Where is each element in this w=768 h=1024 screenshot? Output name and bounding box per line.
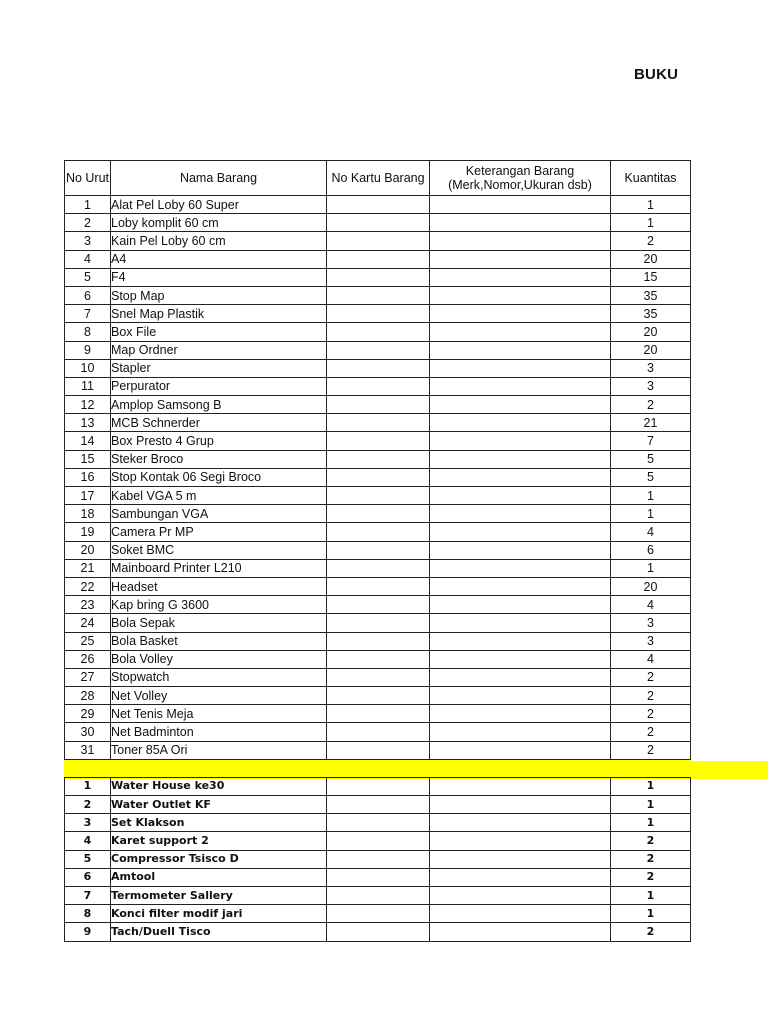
- item-name: Box File: [111, 323, 327, 341]
- description-cell: [430, 559, 611, 577]
- table-row: [65, 468, 691, 486]
- quantity: 2: [611, 923, 691, 941]
- card-number-cell: [327, 432, 430, 450]
- quantity: 2: [611, 868, 691, 886]
- description-cell: [430, 541, 611, 559]
- item-name: Perpurator: [111, 377, 327, 395]
- yellow-separator-row: [65, 759, 691, 777]
- quantity: 1: [611, 505, 691, 523]
- description-cell: [430, 850, 611, 868]
- quantity: 35: [611, 305, 691, 323]
- section-2-rows: [65, 777, 691, 941]
- item-name: Headset: [111, 577, 327, 595]
- quantity: 5: [611, 468, 691, 486]
- quantity: 1: [611, 886, 691, 904]
- row-number: 2: [65, 214, 111, 232]
- item-name: A4: [111, 250, 327, 268]
- item-name: Kabel VGA 5 m: [111, 487, 327, 505]
- description-cell: [430, 432, 611, 450]
- card-number-cell: [327, 577, 430, 595]
- row-number: 1: [65, 777, 111, 795]
- table-header-row: [65, 161, 691, 196]
- row-number: 7: [65, 305, 111, 323]
- description-cell: [430, 796, 611, 814]
- quantity: 2: [611, 668, 691, 686]
- inventory-table: [64, 160, 691, 942]
- table-row: [65, 832, 691, 850]
- row-number: 3: [65, 232, 111, 250]
- table-row: [65, 432, 691, 450]
- quantity: 2: [611, 396, 691, 414]
- item-name: Net Tenis Meja: [111, 705, 327, 723]
- table-row: [65, 268, 691, 286]
- item-name: Snel Map Plastik: [111, 305, 327, 323]
- description-cell: [430, 886, 611, 904]
- quantity: 2: [611, 723, 691, 741]
- row-number: 24: [65, 614, 111, 632]
- item-name: Karet support 2: [111, 832, 327, 850]
- row-number: 15: [65, 450, 111, 468]
- table-row: [65, 359, 691, 377]
- card-number-cell: [327, 286, 430, 304]
- table-row: [65, 559, 691, 577]
- header-no-kartu-barang: No Kartu Barang: [327, 161, 430, 196]
- table-row: [65, 341, 691, 359]
- description-cell: [430, 214, 611, 232]
- table-row: [65, 196, 691, 214]
- section-1-rows: [65, 196, 691, 760]
- card-number-cell: [327, 268, 430, 286]
- description-cell: [430, 196, 611, 214]
- description-cell: [430, 905, 611, 923]
- description-cell: [430, 268, 611, 286]
- row-number: 29: [65, 705, 111, 723]
- card-number-cell: [327, 687, 430, 705]
- quantity: 4: [611, 650, 691, 668]
- quantity: 5: [611, 450, 691, 468]
- quantity: 3: [611, 377, 691, 395]
- table-row: [65, 487, 691, 505]
- row-number: 4: [65, 832, 111, 850]
- description-cell: [430, 923, 611, 941]
- description-cell: [430, 596, 611, 614]
- table-row: [65, 777, 691, 795]
- table-row: [65, 632, 691, 650]
- quantity: 20: [611, 323, 691, 341]
- card-number-cell: [327, 923, 430, 941]
- description-cell: [430, 777, 611, 795]
- description-cell: [430, 396, 611, 414]
- table-row: [65, 396, 691, 414]
- quantity: 1: [611, 814, 691, 832]
- item-name: F4: [111, 268, 327, 286]
- table-row: [65, 596, 691, 614]
- row-number: 23: [65, 596, 111, 614]
- item-name: Bola Volley: [111, 650, 327, 668]
- item-name: Bola Basket: [111, 632, 327, 650]
- card-number-cell: [327, 523, 430, 541]
- quantity: 1: [611, 777, 691, 795]
- row-number: 21: [65, 559, 111, 577]
- description-cell: [430, 577, 611, 595]
- item-name: Box Presto 4 Grup: [111, 432, 327, 450]
- row-number: 13: [65, 414, 111, 432]
- item-name: Water Outlet KF: [111, 796, 327, 814]
- item-name: Map Ordner: [111, 341, 327, 359]
- table-row: [65, 377, 691, 395]
- row-number: 17: [65, 487, 111, 505]
- description-cell: [430, 814, 611, 832]
- row-number: 2: [65, 796, 111, 814]
- card-number-cell: [327, 832, 430, 850]
- card-number-cell: [327, 450, 430, 468]
- row-number: 12: [65, 396, 111, 414]
- quantity: 1: [611, 796, 691, 814]
- description-cell: [430, 632, 611, 650]
- row-number: 16: [65, 468, 111, 486]
- card-number-cell: [327, 232, 430, 250]
- row-number: 6: [65, 868, 111, 886]
- description-cell: [430, 668, 611, 686]
- header-no-urut: No Urut: [65, 161, 111, 196]
- table-row: [65, 796, 691, 814]
- quantity: 2: [611, 741, 691, 759]
- row-number: 14: [65, 432, 111, 450]
- row-number: 30: [65, 723, 111, 741]
- card-number-cell: [327, 396, 430, 414]
- card-number-cell: [327, 196, 430, 214]
- description-cell: [430, 523, 611, 541]
- card-number-cell: [327, 905, 430, 923]
- item-name: Stopwatch: [111, 668, 327, 686]
- item-name: Compressor Tsisco D: [111, 850, 327, 868]
- document-title: BUKU: [634, 66, 679, 83]
- row-number: 6: [65, 286, 111, 304]
- card-number-cell: [327, 796, 430, 814]
- row-number: 31: [65, 741, 111, 759]
- item-name: Stop Map: [111, 286, 327, 304]
- description-cell: [430, 505, 611, 523]
- item-name: Net Volley: [111, 687, 327, 705]
- row-number: 10: [65, 359, 111, 377]
- table-row: [65, 577, 691, 595]
- card-number-cell: [327, 850, 430, 868]
- table-row: [65, 305, 691, 323]
- table-row: [65, 723, 691, 741]
- quantity: 3: [611, 614, 691, 632]
- table-row: [65, 541, 691, 559]
- table-row: [65, 250, 691, 268]
- card-number-cell: [327, 559, 430, 577]
- table-row: [65, 323, 691, 341]
- quantity: 2: [611, 232, 691, 250]
- description-cell: [430, 650, 611, 668]
- row-number: 27: [65, 668, 111, 686]
- description-cell: [430, 250, 611, 268]
- row-number: 8: [65, 905, 111, 923]
- card-number-cell: [327, 668, 430, 686]
- table-row: [65, 232, 691, 250]
- row-number: 9: [65, 923, 111, 941]
- card-number-cell: [327, 777, 430, 795]
- table-row: [65, 614, 691, 632]
- quantity: 7: [611, 432, 691, 450]
- table-row: [65, 414, 691, 432]
- description-cell: [430, 323, 611, 341]
- description-cell: [430, 832, 611, 850]
- quantity: 1: [611, 559, 691, 577]
- table-row: [65, 886, 691, 904]
- description-cell: [430, 414, 611, 432]
- row-number: 3: [65, 814, 111, 832]
- description-cell: [430, 723, 611, 741]
- card-number-cell: [327, 650, 430, 668]
- header-nama-barang: Nama Barang: [111, 161, 327, 196]
- quantity: 2: [611, 687, 691, 705]
- table-row: [65, 450, 691, 468]
- description-cell: [430, 868, 611, 886]
- header-keterangan-barang: Keterangan Barang (Merk,Nomor,Ukuran dsb): [430, 161, 611, 196]
- card-number-cell: [327, 359, 430, 377]
- row-number: 8: [65, 323, 111, 341]
- card-number-cell: [327, 377, 430, 395]
- table-row: [65, 850, 691, 868]
- description-cell: [430, 741, 611, 759]
- table-row: [65, 214, 691, 232]
- item-name: Termometer Sallery: [111, 886, 327, 904]
- quantity: 1: [611, 214, 691, 232]
- table-row: [65, 505, 691, 523]
- table-row: [65, 868, 691, 886]
- item-name: Water House ke30: [111, 777, 327, 795]
- table-row: [65, 668, 691, 686]
- description-cell: [430, 286, 611, 304]
- row-number: 4: [65, 250, 111, 268]
- card-number-cell: [327, 868, 430, 886]
- quantity: 3: [611, 632, 691, 650]
- description-cell: [430, 487, 611, 505]
- quantity: 2: [611, 832, 691, 850]
- item-name: Mainboard Printer L210: [111, 559, 327, 577]
- quantity: 15: [611, 268, 691, 286]
- quantity: 1: [611, 905, 691, 923]
- item-name: MCB Schnerder: [111, 414, 327, 432]
- item-name: Stop Kontak 06 Segi Broco: [111, 468, 327, 486]
- description-cell: [430, 614, 611, 632]
- item-name: Stapler: [111, 359, 327, 377]
- quantity: 21: [611, 414, 691, 432]
- quantity: 1: [611, 196, 691, 214]
- row-number: 5: [65, 268, 111, 286]
- quantity: 20: [611, 250, 691, 268]
- description-cell: [430, 450, 611, 468]
- table-row: [65, 923, 691, 941]
- description-cell: [430, 377, 611, 395]
- card-number-cell: [327, 614, 430, 632]
- card-number-cell: [327, 723, 430, 741]
- quantity: 2: [611, 705, 691, 723]
- description-cell: [430, 341, 611, 359]
- quantity: 6: [611, 541, 691, 559]
- quantity: 1: [611, 487, 691, 505]
- quantity: 20: [611, 577, 691, 595]
- card-number-cell: [327, 814, 430, 832]
- card-number-cell: [327, 541, 430, 559]
- description-cell: [430, 232, 611, 250]
- row-number: 9: [65, 341, 111, 359]
- item-name: Soket BMC: [111, 541, 327, 559]
- card-number-cell: [327, 487, 430, 505]
- quantity: 35: [611, 286, 691, 304]
- card-number-cell: [327, 705, 430, 723]
- row-number: 7: [65, 886, 111, 904]
- row-number: 20: [65, 541, 111, 559]
- quantity: 4: [611, 523, 691, 541]
- row-number: 22: [65, 577, 111, 595]
- card-number-cell: [327, 468, 430, 486]
- item-name: Net Badminton: [111, 723, 327, 741]
- table-row: [65, 814, 691, 832]
- item-name: Amtool: [111, 868, 327, 886]
- item-name: Sambungan VGA: [111, 505, 327, 523]
- row-number: 1: [65, 196, 111, 214]
- card-number-cell: [327, 341, 430, 359]
- card-number-cell: [327, 214, 430, 232]
- row-number: 18: [65, 505, 111, 523]
- item-name: Bola Sepak: [111, 614, 327, 632]
- item-name: Toner 85A Ori: [111, 741, 327, 759]
- card-number-cell: [327, 305, 430, 323]
- table-row: [65, 741, 691, 759]
- row-number: 5: [65, 850, 111, 868]
- description-cell: [430, 705, 611, 723]
- card-number-cell: [327, 414, 430, 432]
- item-name: Loby komplit 60 cm: [111, 214, 327, 232]
- item-name: Alat Pel Loby 60 Super: [111, 196, 327, 214]
- card-number-cell: [327, 596, 430, 614]
- item-name: Set Klakson: [111, 814, 327, 832]
- item-name: Steker Broco: [111, 450, 327, 468]
- table-row: [65, 650, 691, 668]
- quantity: 2: [611, 850, 691, 868]
- row-number: 26: [65, 650, 111, 668]
- card-number-cell: [327, 632, 430, 650]
- description-cell: [430, 359, 611, 377]
- card-number-cell: [327, 505, 430, 523]
- item-name: Kain Pel Loby 60 cm: [111, 232, 327, 250]
- header-kuantitas: Kuantitas: [611, 161, 691, 196]
- row-number: 28: [65, 687, 111, 705]
- description-cell: [430, 305, 611, 323]
- quantity: 20: [611, 341, 691, 359]
- item-name: Kap bring G 3600: [111, 596, 327, 614]
- row-number: 25: [65, 632, 111, 650]
- table-row: [65, 905, 691, 923]
- row-number: 11: [65, 377, 111, 395]
- card-number-cell: [327, 323, 430, 341]
- card-number-cell: [327, 250, 430, 268]
- description-cell: [430, 687, 611, 705]
- quantity: 3: [611, 359, 691, 377]
- table-row: [65, 705, 691, 723]
- card-number-cell: [327, 886, 430, 904]
- item-name: Camera Pr MP: [111, 523, 327, 541]
- item-name: Amplop Samsong B: [111, 396, 327, 414]
- card-number-cell: [327, 741, 430, 759]
- quantity: 4: [611, 596, 691, 614]
- table-row: [65, 523, 691, 541]
- table-row: [65, 286, 691, 304]
- table-row: [65, 687, 691, 705]
- row-number: 19: [65, 523, 111, 541]
- item-name: Konci filter modif jari: [111, 905, 327, 923]
- item-name: Tach/Duell Tisco: [111, 923, 327, 941]
- description-cell: [430, 468, 611, 486]
